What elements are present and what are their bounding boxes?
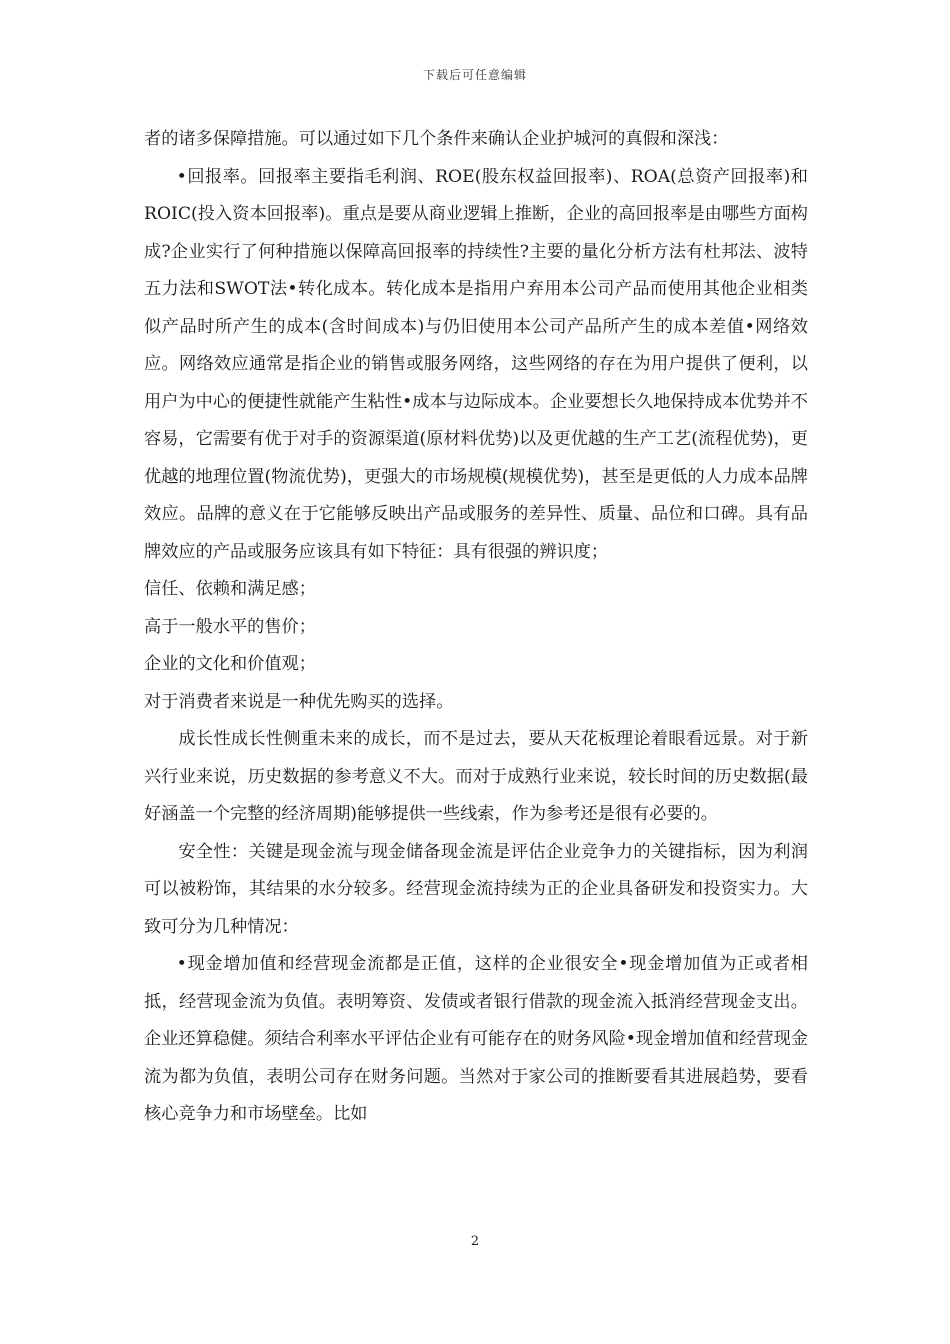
paragraph-growth: 成长性成长性侧重未来的成长，而不是过去，要从天花板理论着眼看远景。对于新兴行业来说，历史数据的参考意义不大。而对于成熟行业来说，较长时间的历史数据(最好涵盖一个完整的经济周期)能够提供一些线索，作为参考还是很有必要的。: [144, 729, 808, 824]
paragraph-cash-flow-cases: •现金增加值和经营现金流都是正值，这样的企业很安全•现金增加值为正或者相抵，经营现金流为负值。表明筹资、发债或者银行借款的现金流入抵消经营现金支出。企业还算稳健。须结合利率水平评估企业有可能存在的财务风险•现金增加值和经营现金流为都为负值，表明公司存在财务问题。当然对于家公司的推断要看其进展趋势，要看核心竞争力和市场壁垒。比如: [144, 954, 808, 1124]
paragraph-moat-intro: 者的诸多保障措施。可以通过如下几个条件来确认企业护城河的真假和深浅：: [144, 129, 729, 149]
brand-feature-price: 高于一般水平的售价；: [144, 616, 316, 637]
document-body: [144, 121, 808, 1134]
page-header: 下载后可任意编辑: [422, 68, 527, 82]
brand-feature-preference: 对于消费者来说是一种优先购买的选择。: [144, 691, 454, 712]
paragraph-return-rate: •回报率。回报率主要指毛利润、ROE(股东权益回报率)、ROA(总资产回报率)和ROIC(投入资本回报率)。重点是要从商业逻辑上推断，企业的高回报率是由哪些方面构成?企业实行了何种措施以保障高回报率的持续性?主要的量化分析方法有杜邦法、波特五力法和SWOT法•转化成本。转化成本是指用户弃用本公司产品而使用其他企业相类似产品时所产生的成本(含时间成本)与仍旧使用本公司产品所产生的成本差值•网络效应。网络效应通常是指企业的销售或服务网络，这些网络的存在为用户提供了便利，以用户为中心的便捷性就能产生粘性•成本与边际成本。企业要想长久地保持成本优势并不容易，它需要有优于对手的资源渠道(原材料优势)以及更优越的生产工艺(流程优势)，更优越的地理位置(物流优势)，更强大的市场规模(规模优势)，甚至是更低的人力成本品牌效应。品牌的意义在于它能够反映出产品或服务的差异性、质量、品位和口碑。具有品牌效应的产品或服务应该具有如下特征：具有很强的辨识度；: [144, 166, 808, 562]
page-number: 2: [470, 1234, 480, 1249]
brand-feature-trust: 信任、依赖和满足感；: [144, 579, 316, 599]
paragraph-safety: 安全性：关键是现金流与现金储备现金流是评估企业竞争力的关键指标，因为利润可以被粉饰，其结果的水分较多。经营现金流持续为正的企业具备研发和投资实力。大致可分为几种情况：: [144, 841, 808, 937]
brand-feature-culture: 企业的文化和价值观；: [144, 654, 316, 674]
